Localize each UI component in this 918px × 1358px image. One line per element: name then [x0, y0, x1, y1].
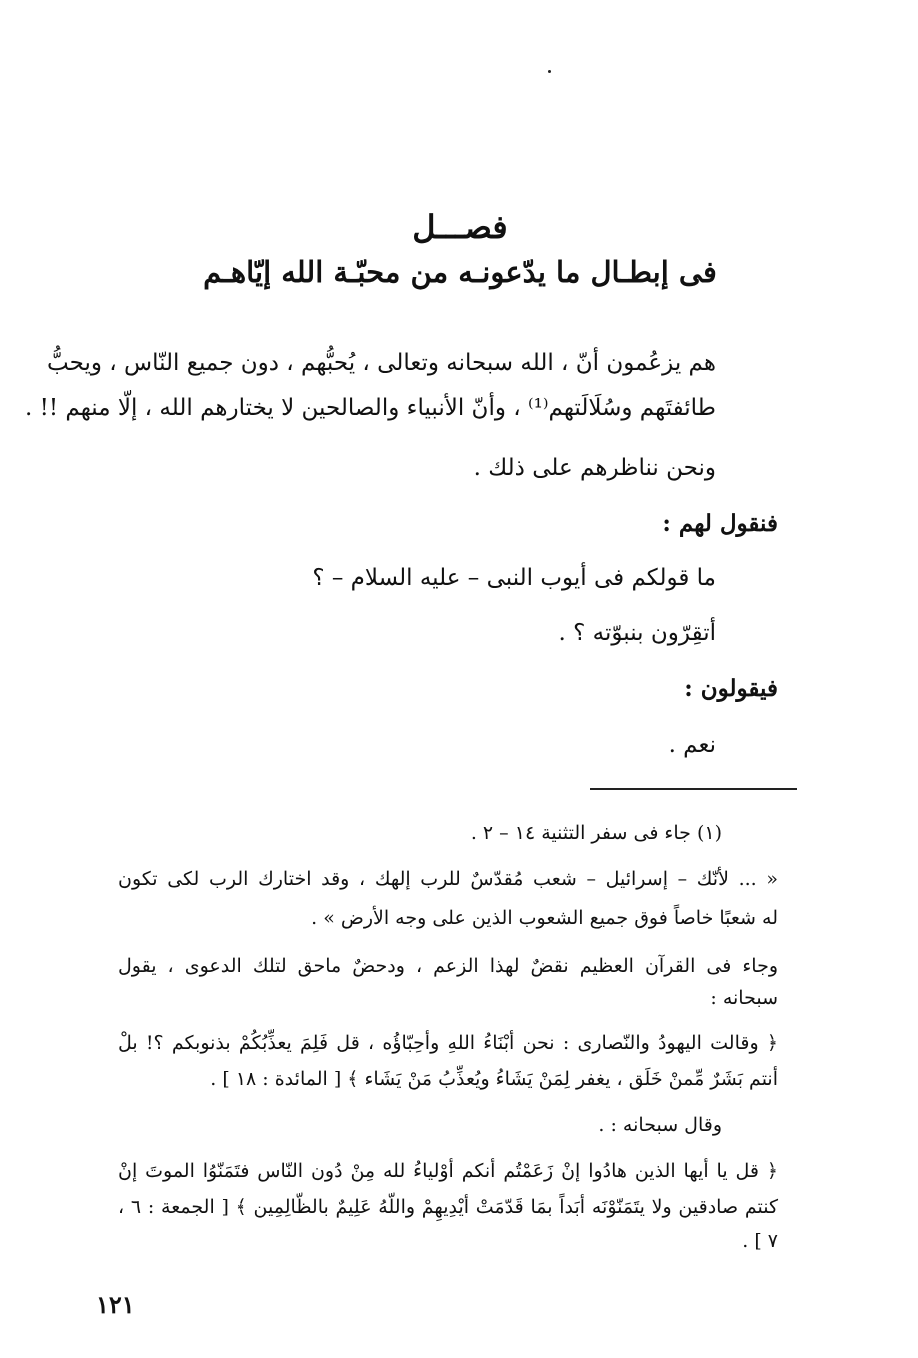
verse-2-line-1: ﴿ قل يا أيها الذين هادُوا إنْ زَعَمْتُم أنكم أوْلياءُ لله مِنْ دُون النّاس فتَمَنّوُا الموتَ إنْ [118, 1160, 778, 1182]
page-number: ١٢١ [96, 1290, 135, 1319]
verse-1-line-1: ﴿ وقالت اليهودُ والنّصارى : نحن أبْنَاءُ اللهِ وأحِبّاؤُه ، قل فَلِمَ يعذِّبُكُمْ بذنوبكم ؟! بلْ [118, 1032, 778, 1054]
footnote-quote-line-1: « ... لأنّك – إسرائيل – شعب مُقدّسٌ للرب إلهك ، وقد اختارك الرب لكى تكون [118, 868, 778, 890]
verse-2-line-2: كنتم صادقين ولا يتَمَنّوْنَه أبَداً بمَا قَدّمَتْ أيْدِيهِمْ واللّهُ عَلِيمٌ بالظّالِمِين ﴾ [ الجمعة : ٦ ، [118, 1196, 779, 1218]
question-label: فنقول لهم : [662, 510, 778, 537]
answer-line: نعم . [668, 732, 716, 758]
verse-2-line-3: ٧ ] . [742, 1230, 778, 1252]
footnote-paragraph-line-2: سبحانه : [710, 987, 778, 1009]
footnote-quote-line-2: له شعبًا خاصاً فوق جميع الشعوب الذين على وجه الأرض » . [311, 907, 778, 929]
chapter-title: فصـــل [412, 208, 508, 246]
paragraph-1-line-2: طائفتَهم وسُلَالَتهم⁽¹⁾ ، وأنّ الأنبياء والصالحين لا يختارهم الله ، إلّا منهم !! . [24, 395, 716, 421]
said-line: وقال سبحانه : . [598, 1114, 722, 1136]
question-line-2: أتقِرّون بنبوّته ؟ . [558, 620, 716, 646]
question-line-1: ما قولكم فى أيوب النبى – عليه السلام – ؟ [312, 565, 716, 591]
footnote-1: (١) جاء فى سفر التثنية ١٤ – ٢ . [470, 822, 722, 844]
footnote-separator [590, 788, 797, 790]
verse-1-line-2: أنتم بَشَرٌ مِّمنْ خَلَق ، يغفر لِمَنْ يَشَاءُ ويُعذِّبُ مَنْ يَشَاء ﴾ [ المائدة : ١٨ ] . [210, 1068, 778, 1090]
stray-dot [548, 70, 551, 73]
footnote-paragraph-line-1: وجاء فى القرآن العظيم نقضٌ لهذا الزعم ، ودحضٌ ماحق لتلك الدعوى ، يقول [118, 955, 778, 977]
paragraph-2: ونحن نناظرهم على ذلك . [473, 455, 716, 481]
chapter-subtitle: فى إبطـال ما يدّعونـه من محبّـة الله إيّاهـم [203, 255, 717, 289]
paragraph-1-line-1: هم يزعُمون أنّ ، الله سبحانه وتعالى ، يُحبُّهم ، دون جميع النّاس ، ويحبُّ [47, 350, 716, 376]
answer-label: فيقولون : [684, 675, 778, 702]
